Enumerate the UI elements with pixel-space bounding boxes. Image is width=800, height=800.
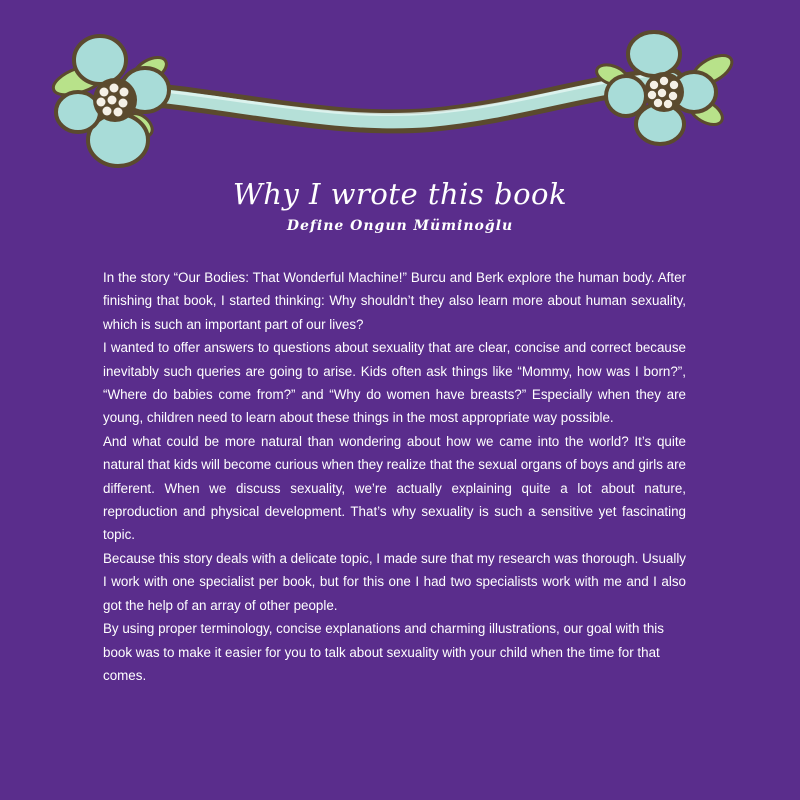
right-flower-icon [594, 32, 737, 144]
page-title: Why I wrote this book [232, 177, 568, 211]
paragraph: In the story “Our Bodies: That Wonderful Machine!” Burcu and Berk explore the human body. After finishing that book, I started thinking: Why shouldn’t they also learn more about human sexuality, which is such an important part of our lives? [103, 270, 686, 332]
author-name: Define Ongun Müminoğlu [286, 218, 514, 234]
paragraph: I wanted to offer answers to questions about sexuality that are clear, concise and correct because inevitably such queries are going to arise. Kids often ask things like “Mommy, how was I born?”, “Where do babies come from?” and “Why do women have breasts?” Especially when they are young, children need to learn about these things in the most appropriate way possible. [103, 340, 686, 426]
flower-vine-banner-icon [0, 0, 800, 180]
left-flower-icon [50, 36, 171, 166]
body-text [103, 266, 686, 687]
paragraph: And what could be more natural than wondering about how we came into the world? It’s quite natural that kids will become curious when they realize that the sexual organs of boys and girls are different. When we discuss sexuality, we’re actually explaining quite a lot about nature, reproduction and physical development. That’s why sexuality is such a sensitive yet fascinating topic. [103, 433, 686, 543]
paragraph: By using proper terminology, concise explanations and charming illustrations, our goal with this book was to make it easier for you to talk about sexuality with your child when the time for that comes. [103, 621, 664, 683]
paragraph: Because this story deals with a delicate topic, I made sure that my research was thorough. Usually I work with one specialist per book, but for this one I had two specialists work with me and I also got the help of an array of other people. [103, 550, 686, 613]
